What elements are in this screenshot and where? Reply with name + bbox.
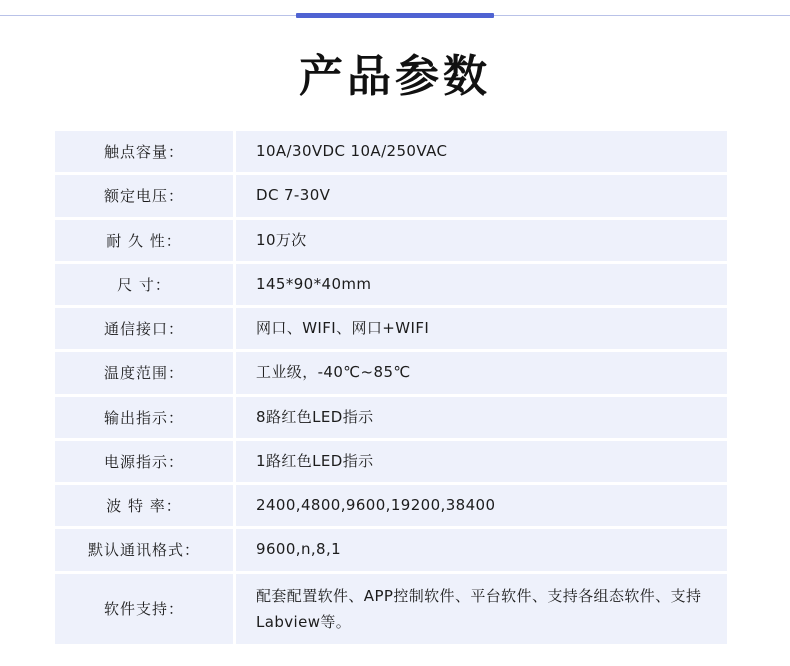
table-row <box>55 485 727 526</box>
table-row <box>55 220 727 261</box>
spec-value: 145*90*40mm <box>236 264 727 305</box>
header-divider <box>0 13 790 19</box>
spec-value: 网口、WIFI、网口+WIFI <box>236 308 727 349</box>
table-row <box>55 264 727 305</box>
table-row <box>55 574 727 645</box>
spec-label: 温度范围： <box>55 352 233 393</box>
spec-label: 尺 寸： <box>55 264 233 305</box>
spec-value: 工业级，-40℃~85℃ <box>236 352 727 393</box>
table-row <box>55 352 727 393</box>
spec-label: 软件支持： <box>55 574 233 645</box>
spec-label: 输出指示： <box>55 397 233 438</box>
table-row <box>55 397 727 438</box>
spec-label: 电源指示： <box>55 441 233 482</box>
spec-value: 9600,n,8,1 <box>236 529 727 570</box>
spec-table <box>55 128 727 647</box>
page-title: 产品参数 <box>299 51 491 102</box>
spec-value: 10A/30VDC 10A/250VAC <box>236 131 727 172</box>
spec-value: 2400,4800,9600,19200,38400 <box>236 485 727 526</box>
spec-label: 耐 久 性： <box>55 220 233 261</box>
spec-value: 配套配置软件、APP控制软件、平台软件、支持各组态软件、支持Labview等。 <box>236 574 727 645</box>
spec-value: 1路红色LED指示 <box>236 441 727 482</box>
header-divider-accent <box>296 13 494 18</box>
table-row <box>55 529 727 570</box>
table-row <box>55 175 727 216</box>
table-row <box>55 308 727 349</box>
spec-label: 通信接口： <box>55 308 233 349</box>
table-row <box>55 441 727 482</box>
spec-label: 默认通讯格式： <box>55 529 233 570</box>
spec-label: 波 特 率： <box>55 485 233 526</box>
spec-value: 8路红色LED指示 <box>236 397 727 438</box>
table-row <box>55 131 727 172</box>
spec-value: DC 7-30V <box>236 175 727 216</box>
spec-label: 额定电压： <box>55 175 233 216</box>
spec-value: 10万次 <box>236 220 727 261</box>
spec-label: 触点容量： <box>55 131 233 172</box>
